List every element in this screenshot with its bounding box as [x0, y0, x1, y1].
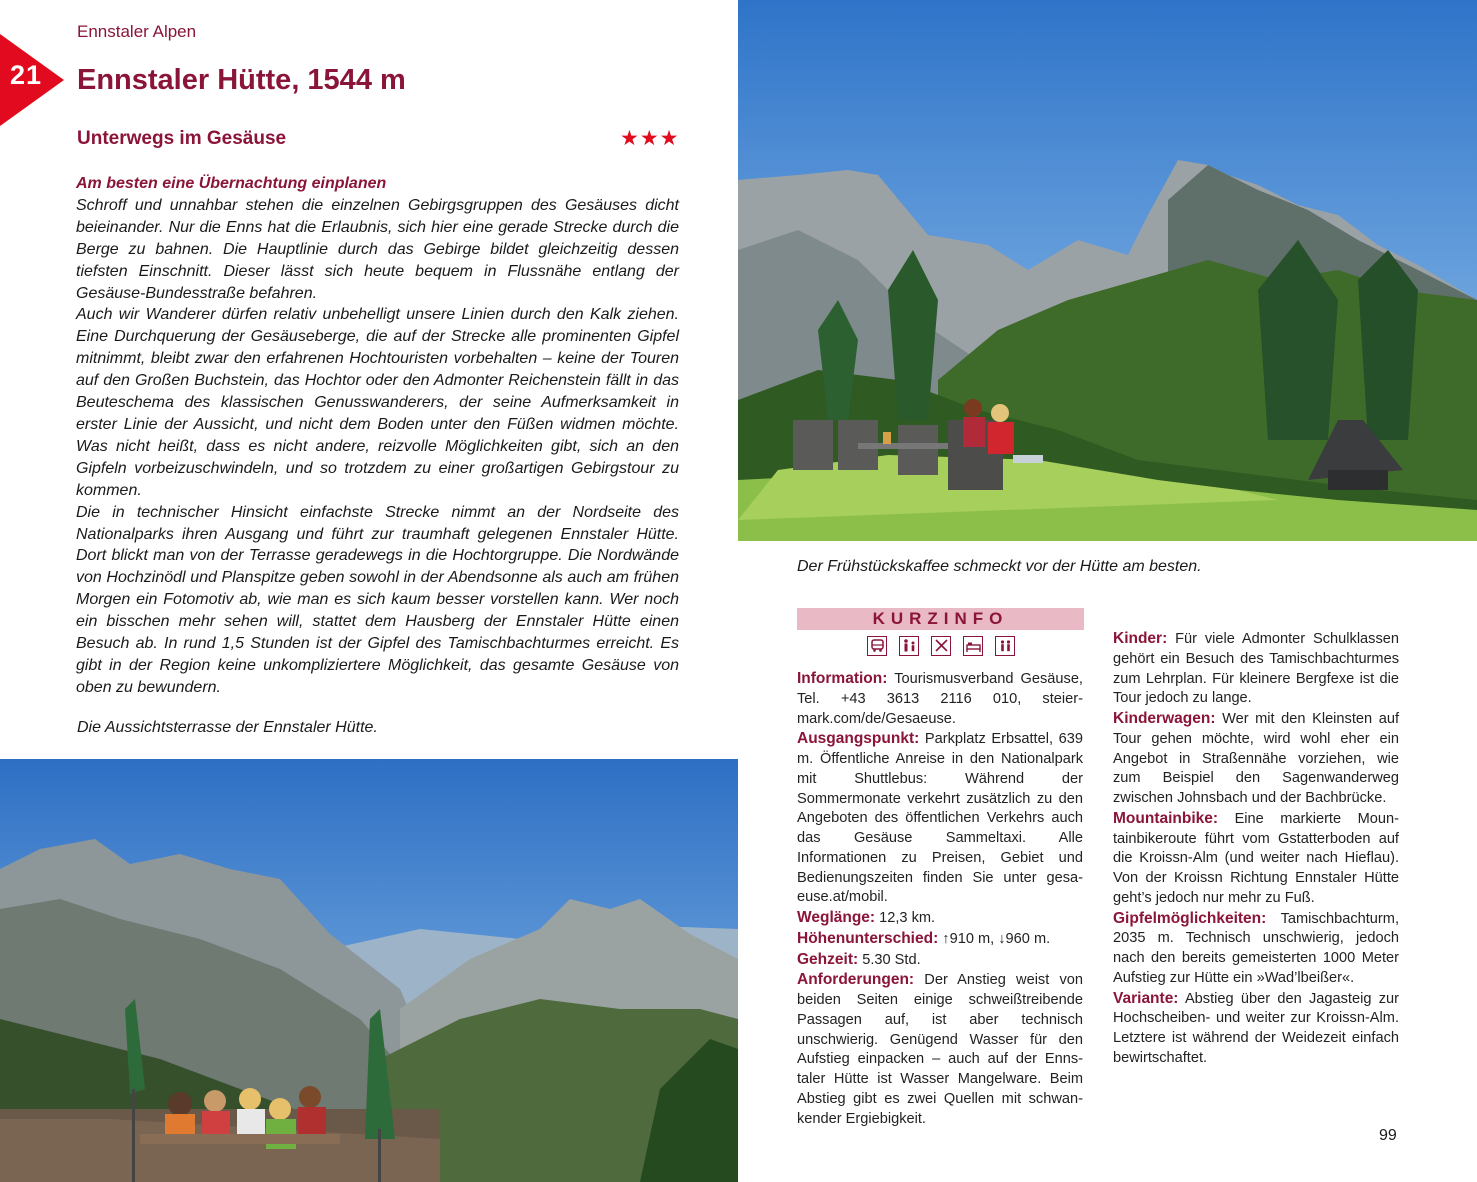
- info-entry-children: [1113, 629, 1399, 709]
- info-text: Der Anstieg weist von beiden Seiten einige schweißtreibende Passagen auf, ist aber technisch unschwierig. Genügend Wasser für den Aufstieg einpacken – auch auf der Ennstaler Hütte ist Wasser Mangelware. Beim Abstieg gibt es zwei Quellen mit schwankender Ergiebigkeit.: [797, 972, 1083, 1127]
- info-text: Tamischbachturm, 2035 m. Technisch unschwierig, jedoch nach den bereits gemeisterten 1000 Meter Aufstieg zur Hütte ein »Wad’lbeißer«.: [1113, 910, 1399, 986]
- info-text: Tourismusverband Gesäuse, Tel. +43 3613 2116 010, steiermark.com/de/Gesaeuse.: [797, 671, 1083, 727]
- intro-paragraph: Schroff und unnahbar stehen die einzelnen Gebirgsgruppen des Gesäuses dicht beieinander. Nur die Enns hat die Erlaubnis, sich hier eine gerade Strecke durch die Berge zu bahnen. Die Hauptlinie durch das Gebirge bildet gleichzeitig dessen tiefsten Einschnitt. Dieser lässt sich heute bequem in Flussnähe entlang der Gesäuse-Bundesstraße befahren.: [76, 196, 679, 302]
- kurzinfo-heading: KURZINFO: [797, 608, 1084, 630]
- info-entry-variant: [1113, 989, 1399, 1069]
- restaurant-icon: [931, 636, 951, 656]
- tour-number: 21: [10, 60, 43, 90]
- info-entry-duration: [797, 950, 1083, 971]
- intro-paragraph: Die in technischer Hinsicht einfachste Strecke nimmt an der Nordseite des Nationalparks ihren Ausgang und führt zur traumhaft gelegenen Ennstaler Hütte. Dort blickt man von der Terrasse geradewegs in die Hochtorgruppe. Die Nordwände von Hochzinödl und Planspitze geben sowohl in der Abendsonne als auch am frühen Morgen ein Fotomotiv ab, wie man es sich kaum besser vorstellen kann. Wer noch ein bisschen mehr sehen will, stattet dem Hausberg der Ennstaler Hütte einen Besuch ab. In rund 1,5 Stunden ist der Gipfel des Tamischbachturmes erreicht. Es gibt in der Region keine unkompliziertere Möglichkeit, das gesamte Gesäuse von oben zu bewundern.: [76, 503, 679, 696]
- info-label: Weglänge:: [797, 909, 876, 926]
- kurzinfo-column-2: [1113, 629, 1399, 1069]
- info-label: Information:: [797, 670, 888, 687]
- terrace-photo: [0, 759, 738, 1182]
- breakfast-photo: [738, 0, 1477, 541]
- children-icon: [995, 636, 1015, 656]
- info-label: Gehzeit:: [797, 950, 859, 968]
- info-text: Abstieg über den Jagasteig zur Hochscheiben- und weiter zur Kroissn-Alm. Letztere ist während der Weidezeit einfach bewirtschaftet.: [1113, 990, 1399, 1066]
- info-label: Kinder:: [1113, 630, 1168, 647]
- family-icon: [899, 636, 919, 656]
- info-label: Ausgangspunkt:: [797, 730, 920, 748]
- left-photo-caption: Die Aussichtsterrasse der Ennstaler Hütte.: [77, 719, 378, 736]
- info-label: Gipfelmöglichkeiten:: [1113, 909, 1267, 927]
- bed-icon: [963, 636, 983, 656]
- info-text: Parkplatz Erbsattel, 639 m. Öffentliche Anreise in den Nationalpark mit Shuttlebus: Während der Sommermonate verkehrt zusätzlich zu den Angeboten des öffentlichen Verkehrs auch das Gesäuse Sammeltaxi. Alle Informationen zu Preisen, Gebiet und Bedienungszeiten finden Sie unter gesaeuse.at/mobil.: [797, 731, 1083, 906]
- difficulty-stars: ★★★: [620, 127, 680, 150]
- info-text: Für viele Admonter Schulklassen gehört ein Besuch des Tamischbachturmes zum Lehrplan. Für kleinere Bergfexe ist die Tour jedoch zu lange.: [1113, 631, 1399, 707]
- info-text: Eine markierte Mountainbikeroute führt vom Gstatterboden auf die Kroissn-Alm (und weiter nach Hieflau). Von der Kroissn Richtung Ennstaler Hütte geht’s jedoch nur mehr zu Fuß.: [1113, 810, 1399, 906]
- intro-paragraph: Auch wir Wanderer dürfen relativ unbehelligt unsere Linien durch den Kalk ziehen. Eine Durchquerung der Gesäuseberge, die auf der Strecke alle prominenten Gipfel mitnimmt, bleibt zwar den erfahrenen Hochtouristen vorbehalten – keine der Touren auf den Großen Buchstein, das Hochtor oder den Admonter Reichenstein fällt in das Beuteschema des klassischen Genusswanderers, der seine Aufmerksamkeit in erster Linie der Aussicht, und nicht dem Boden unter den Füßen widmen möchte. Was nicht heißt, dass es nicht andere, reizvolle Möglichkeiten gibt, sich an den Gipfeln vorbeizuschwindeln, und so trotzdem zu einer großartigen Gebirgstour zu kommen.: [76, 306, 679, 499]
- info-entry-distance: [797, 908, 1083, 929]
- info-label: Anforderungen:: [797, 971, 915, 989]
- info-entry-elevation: [797, 929, 1083, 950]
- intro-text: [76, 173, 679, 699]
- info-text: 5.30 Std.: [858, 951, 921, 968]
- info-text: 12,3 km.: [875, 910, 936, 926]
- info-entry-start: [797, 729, 1083, 908]
- info-entry-requirements: [797, 970, 1083, 1129]
- info-label: Mountainbike:: [1113, 809, 1219, 827]
- info-entry-information: [797, 669, 1083, 729]
- intro-lead: Am besten eine Übernachtung einplanen: [76, 175, 387, 192]
- info-label: Kinderwagen:: [1113, 710, 1216, 727]
- info-entry-mountainbike: [1113, 809, 1399, 909]
- info-text: Wer mit den Kleinsten auf Tour gehen möchte, wird wohl eher ein Angebot in Straßennähe vorziehen, wie zum Beispiel den Sagenwanderweg zwischen Johnsbach und der Bachbrücke.: [1113, 711, 1399, 806]
- page-number: 99: [1379, 1127, 1397, 1144]
- info-label: Höhenunterschied:: [797, 929, 939, 947]
- kurzinfo-column-1: [797, 669, 1083, 1129]
- page-title: Ennstaler Hütte, 1544 m: [77, 64, 406, 96]
- info-label: Variante:: [1113, 989, 1179, 1007]
- info-text: ↑910 m, ↓960 m.: [938, 930, 1051, 947]
- page-subtitle: Unterwegs im Gesäuse: [77, 128, 287, 149]
- right-photo-caption: Der Frühstückskaffee schmeckt vor der Hütte am besten.: [797, 558, 1202, 575]
- bus-icon: [867, 636, 887, 656]
- section-label: Ennstaler Alpen: [77, 22, 197, 41]
- info-entry-summits: [1113, 909, 1399, 989]
- info-entry-stroller: [1113, 709, 1399, 809]
